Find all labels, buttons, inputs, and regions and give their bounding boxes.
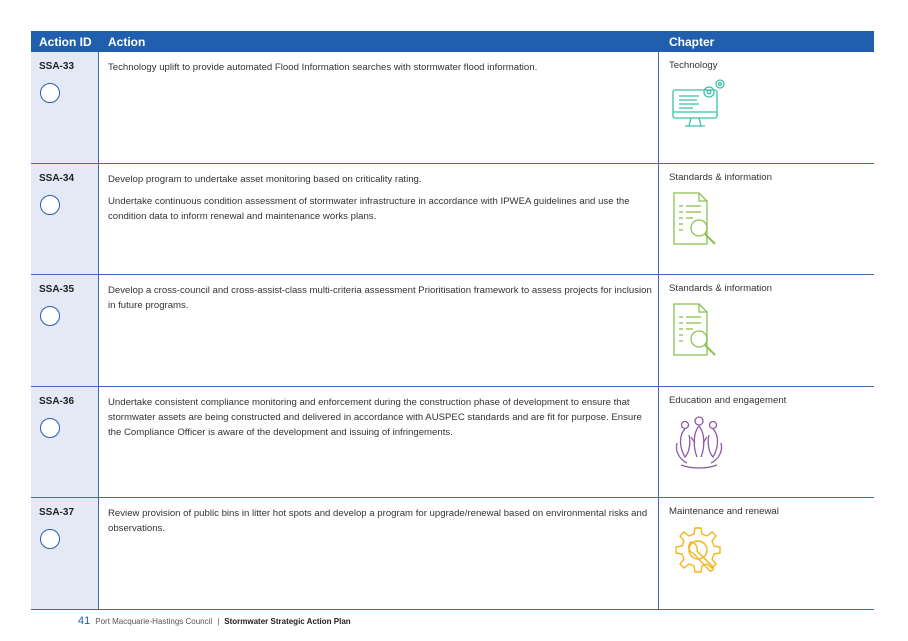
status-circle: [40, 306, 60, 326]
technology-icon: [671, 78, 731, 134]
action-id-cell: [31, 387, 99, 498]
action-cell: [99, 52, 659, 163]
community-icon: [671, 413, 727, 471]
action-id-cell: [31, 164, 99, 275]
table-row: [31, 164, 874, 276]
wrench-gear-icon: [671, 524, 725, 580]
table-row: [31, 52, 874, 164]
action-id-cell: [31, 52, 99, 163]
footer-separator: |: [217, 616, 220, 626]
action-text: Develop a cross-council and cross-assist-class multi-criteria assessment Prioritisation framework to assess projects for inclusion in future programs.: [108, 285, 652, 312]
action-text: Technology uplift to provide automated Flood Information searches with stormwater flood information.: [108, 62, 538, 73]
chapter-label: Technology: [669, 60, 718, 71]
table-row: [31, 498, 874, 610]
chapter-label: Standards & information: [669, 171, 772, 183]
status-circle: [40, 83, 60, 103]
status-circle: [40, 418, 60, 438]
chapter-cell: [659, 275, 874, 386]
action-text: Develop program to undertake asset monitoring based on criticality rating.: [108, 173, 422, 185]
action-id: SSA-37: [39, 507, 75, 519]
chapter-label: Maintenance and renewal: [669, 506, 779, 518]
chapter-cell: [659, 498, 874, 609]
status-circle: [40, 529, 60, 549]
action-id-cell: [31, 275, 99, 386]
action-id: SSA-36: [39, 395, 75, 407]
document-title: Stormwater Strategic Action Plan: [224, 616, 351, 626]
table-row: [31, 387, 874, 499]
action-text: Undertake continuous condition assessment of stormwater infrastructure in accordance with IPWEA guidelines and use the condition data to inform renewal and maintenance works plans.: [108, 195, 630, 222]
action-table: [31, 31, 874, 610]
chapter-cell: [659, 52, 874, 163]
status-circle: [40, 195, 60, 215]
action-text: Undertake consistent compliance monitoring and enforcement during the construction phase of development to ensure that stormwater assets are being constructed and delivered in accordance with AUSPEC standards and are fit for purpose. Ensure the Compliance Officer is aware of the development and issuing of infringements.: [108, 396, 642, 438]
action-cell: [99, 498, 659, 609]
action-id-cell: [31, 498, 99, 609]
header-chapter: Chapter: [669, 34, 715, 49]
page-footer: [78, 615, 351, 627]
action-id: SSA-35: [39, 284, 75, 296]
header-action: Action: [108, 34, 146, 49]
chapter-label: Education and engagement: [669, 394, 787, 406]
document-search-icon: [671, 301, 721, 359]
chapter-cell: [659, 164, 874, 275]
organisation-name: Port Macquarie-Hastings Council: [95, 616, 213, 626]
document-search-icon: [671, 190, 721, 248]
action-cell: [99, 387, 659, 498]
action-id: SSA-34: [39, 172, 75, 184]
table-header: [31, 31, 874, 52]
action-cell: [99, 164, 659, 275]
action-id: SSA-33: [39, 61, 75, 72]
chapter-cell: [659, 387, 874, 498]
action-cell: [99, 275, 659, 386]
page-number: 41: [78, 615, 91, 627]
header-action-id: Action ID: [39, 34, 92, 49]
action-text: Review provision of public bins in litter hot spots and develop a program for upgrade/renewal based on environmental risks and observations.: [108, 508, 648, 535]
table-row: [31, 275, 874, 387]
chapter-label: Standards & information: [669, 283, 772, 295]
